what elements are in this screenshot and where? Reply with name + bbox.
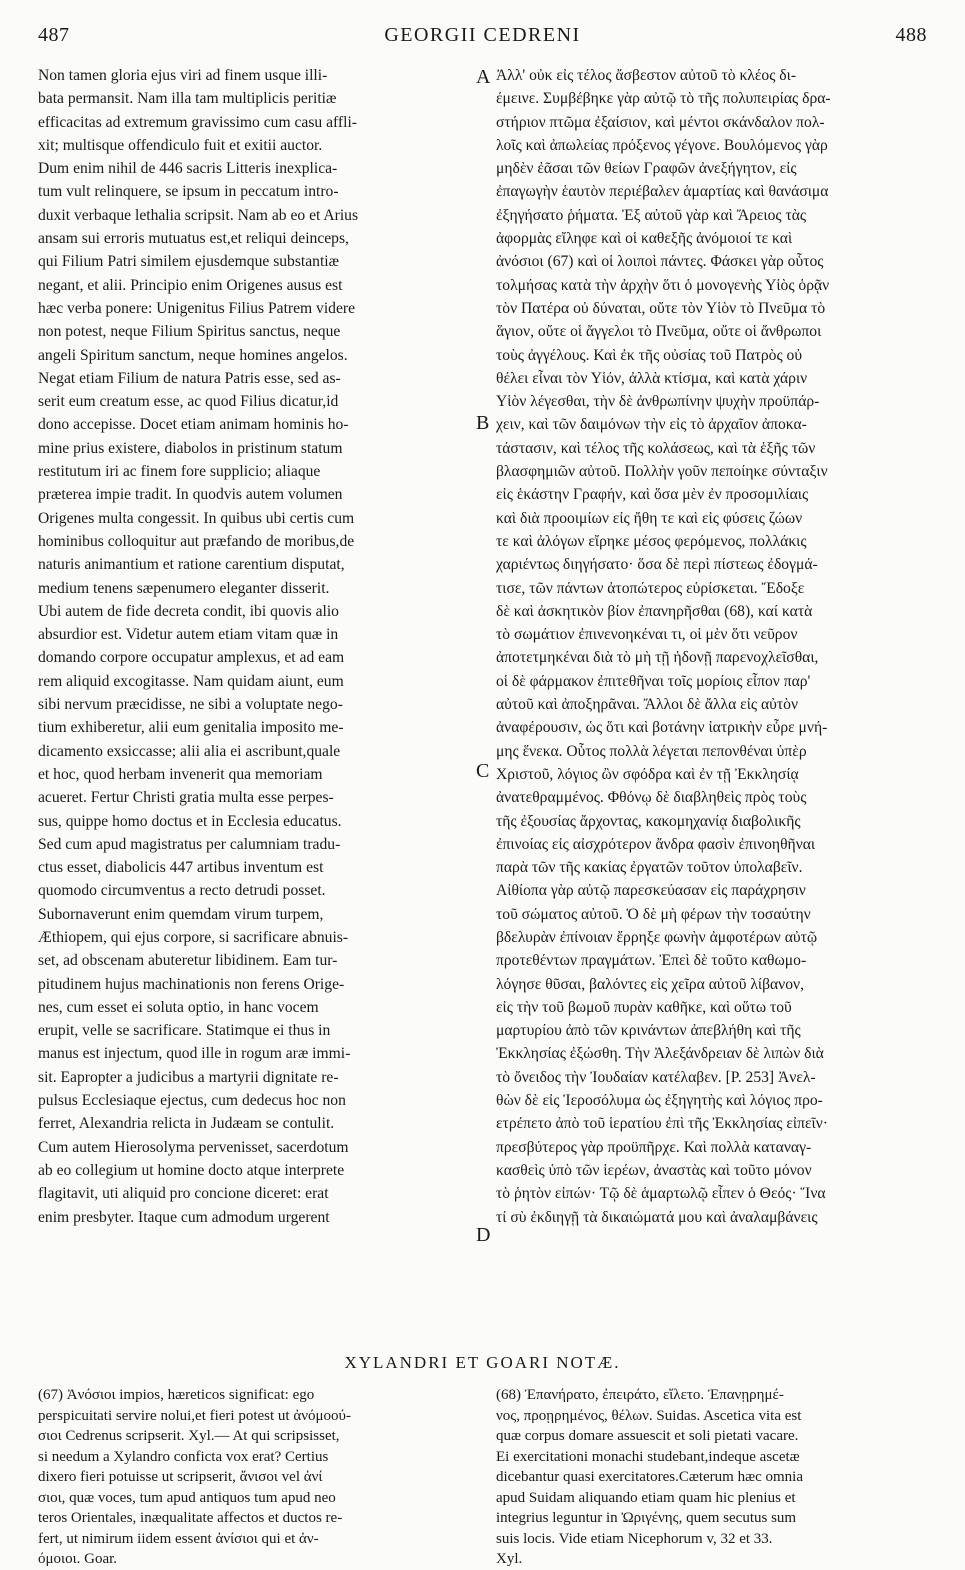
latin-text-line: Negat etiam Filium de natura Patris esse, sed as- xyxy=(38,369,341,387)
greek-text-line: τὸ ὄνειδος τὴν Ἰουδαίαν κατέλαβεν. [P. 253] Ἀνελ- xyxy=(496,1068,816,1086)
greek-text-line: λοῖς καὶ ἀπωλείας πρόξενος γέγονε. Βουλόμενος γὰρ xyxy=(496,136,828,154)
greek-text-line: αὐτοῦ καὶ ἀποξηρᾶναι. Ἄλλοι δὲ ἄλλα εἰς αὐτὸν xyxy=(496,696,798,714)
greek-text-line: μης ἕνεκα. Οὗτος πολλὰ λέγεται πεπονθέναι ὑπὲρ xyxy=(496,742,807,760)
greek-text-line: ἐπινοίας εἰς αἰσχρότερον ἄνδρα φασὶν ἐπινοηθῆναι xyxy=(496,835,816,853)
note-text-line: (68) Ἐπανήρατο, ἐπειράτο, εἵλετο. Ἐπανῃρημέ- xyxy=(496,1387,784,1403)
latin-text-line: Origenes multa congessit. In quibus ubi certis cum xyxy=(38,509,355,527)
greek-text-line: λόγησε θῦσαι, βαλόντες εἰς χεῖρα αὐτοῦ λίβανον, xyxy=(496,975,804,993)
greek-text-line: τοὺς ἀγγέλους. Καὶ ἐκ τῆς οὐσίας τοῦ Πατρὸς οὐ xyxy=(496,346,803,364)
greek-text-line: μαρτυρίου ἀπὸ τῶν κρινάντων ἀπεβλήθη καὶ τῆς xyxy=(496,1022,801,1040)
latin-text-line: rem aliquid excogitasse. Nam quidam aiunt, eum xyxy=(38,672,344,690)
latin-text-line: qui Filium Patri similem ejusdemque substantiæ xyxy=(38,253,340,271)
greek-text-line: πρεσβύτερος γὰρ προϋπῆρχε. Καὶ πολλὰ καταναγ- xyxy=(496,1138,812,1156)
note-text-line: νος, προῃρημένος, θέλων. Suidas. Ascetica vita est xyxy=(496,1407,802,1424)
note-text-line: dicebantur quasi exercitatores.Cæterum hæc omnia xyxy=(496,1469,803,1485)
note-67 xyxy=(38,1385,470,1570)
greek-text-line: Ἀλλ' οὐκ εἰς τέλος ἄσβεστον αὐτοῦ τὸ κλέος δι- xyxy=(496,67,797,84)
greek-text-line: τισε, τῶν πάντων ἀτοπώτερος εὑρίσκεται. Ἔδοξε xyxy=(496,579,805,597)
latin-text-line: Dum enim nihil de 446 sacris Litteris inexplica- xyxy=(38,160,338,178)
latin-text-line: pitudinem hujus machinationis non ferens Orige- xyxy=(38,975,345,993)
latin-text-line: hæc verba ponere: Unigenitus Filius Patrem videre xyxy=(38,299,355,317)
latin-text-line: et hoc, quod herbam invenerit qua memoriam xyxy=(38,765,323,783)
greek-text-line: εἰς ἑκάστην Γραφήν, καὶ ὅσα μὲν ἐν προσομιλίαις xyxy=(496,486,809,504)
latin-text-line: Sed cum apud magistratus per calumniam tradu- xyxy=(38,835,341,853)
latin-text-line: ansam sui erroris mutuatus est,et reliqui deinceps, xyxy=(38,230,349,248)
latin-text-line: quomodo circumventus a recto detrudi posset. xyxy=(38,882,326,900)
latin-text-line: medium tenens sæpenumero eleganter disserit. xyxy=(38,579,330,597)
greek-text-line: ἀποτετμηκέναι διὰ τὸ μὴ τῇ ἡδονῇ παρενοχλεῖσθαι, xyxy=(496,649,819,667)
note-text-line: perspicuitati servire nolui,et fieri potest ut ἀνόμοού- xyxy=(38,1407,351,1424)
greek-text-line: έμεινε. Συμβέβηκε γὰρ αὐτῷ τὸ τῆς πολυπειρίας δρα- xyxy=(496,90,831,108)
margin-marker-a: A xyxy=(476,66,491,88)
latin-text-line: restitutum iri ac finem fore supplicio; aliaque xyxy=(38,463,321,481)
latin-text-line: xit; multisque offendiculo fuit et exitii auctor. xyxy=(38,136,323,154)
note-text-line: Ei exercitationi monachi studebant,indeque ascetæ xyxy=(496,1448,800,1465)
greek-text-line: ἀναφέρουσιν, ὡς ὅτι καὶ βοτάνην ἰατρικὴν εὗρε μνή- xyxy=(496,719,828,737)
latin-text-line: bata permansit. Nam illa tam multiplicis peritiæ xyxy=(38,90,337,108)
greek-text-line: τοῦ σώματος αὐτοῦ. Ὁ δὲ μὴ φέρων τὴν τοσαύτην xyxy=(496,905,811,923)
latin-text-line: dicamento exsiccasse; alii alia ei ascribunt,quale xyxy=(38,742,341,760)
greek-text-line: παρὰ τῶν τῆς κακίας ἐργατῶν τοῦτον ὑπολαβεῖν. xyxy=(496,859,803,877)
margin-marker-d: D xyxy=(476,1224,491,1246)
notes-title: XYLANDRI ET GOARI NOTÆ. xyxy=(344,1353,621,1372)
greek-text-line: οἱ δὲ φάρμακον ἐπιτεθῆναι τοῖς μορίοις εἶπον παρ' xyxy=(496,672,811,690)
latin-text-line: acueret. Fertur Christi gratia multa esse perpes- xyxy=(38,789,334,807)
latin-text-line: dono accepisse. Docet etiam animam hominis ho- xyxy=(38,416,349,434)
note-text-line: (67) Ἀνόσιοι impios, hæreticos significat: ego xyxy=(38,1387,315,1403)
greek-text-line: ἐξηγήσατο ῥήματα. Ἐξ αὐτοῦ γὰρ καὶ Ἄρειος τὰς xyxy=(496,206,807,224)
margin-marker-c: C xyxy=(476,760,490,782)
latin-text-line: Cum autem Hierosolyma pervenisset, sacerdotum xyxy=(38,1138,349,1156)
latin-text-line: negant, et alii. Principio enim Origenes ausus est xyxy=(38,276,343,294)
greek-text-line: βλασφημιῶν αὐτοῦ. Πολλὴν γοῦν πεποίηκε σύνταξιν xyxy=(496,463,828,481)
greek-text-line: Υἱὸν λέγεσθαι, τὴν δὲ ἀνθρωπίνην ψυχὴν προϋπάρ- xyxy=(496,393,820,411)
greek-text-line: ἀνατεθραμμένος. Φθόνῳ δὲ διαβληθεὶς πρὸς τοὺς xyxy=(496,789,807,807)
latin-text-line: serit eum creatum esse, ac quod Filius dicatur,id xyxy=(38,393,339,411)
note-text-line: si needum a Xylandro conficta vox erat? Certius xyxy=(38,1448,329,1465)
note-68 xyxy=(496,1385,928,1570)
margin-marker-b: B xyxy=(476,412,490,434)
latin-text-line: absurdior est. Videtur autem etiam vitam quæ in xyxy=(38,626,339,644)
note-text-line: σιοι Cedrenus scripserit. Xyl.— At qui scripsisset, xyxy=(38,1428,340,1444)
latin-text-line: flagitavit, uti aliquid pro concione diceret: erat xyxy=(38,1185,329,1203)
greek-text-line: τε καὶ ἀλόγων εἴρηκε μέσος φερόμενος, πολλάκις xyxy=(496,532,807,550)
note-text-line: suis locis. Vide etiam Nicephorum v, 32 et 33. xyxy=(496,1530,773,1547)
note-text-line: όμοιοι. Goar. xyxy=(38,1551,118,1567)
greek-text-line: ἅγιον, οὔτε οἱ ἄγγελοι τὸ Πνεῦμα, οὔτε οἱ ἄνθρωποι xyxy=(496,323,822,341)
latin-text-line: efficacitas ad extremum gravissimo cum casu affli- xyxy=(38,113,357,131)
latin-text-line: angeli Spiritum sanctum, neque homines angelos. xyxy=(38,346,348,364)
latin-text-line: nes, cum esset ei soluta optio, in hanc vocem xyxy=(38,998,319,1016)
note-text-line: fert, ut nimirum iidem essent ἀνίσιοι qui et ἀν- xyxy=(38,1530,319,1547)
greek-text-line: κασθεὶς ὑπὸ τῶν ἱερέων, ἀναστὰς καὶ τοῦτο μόνον xyxy=(496,1161,812,1179)
greek-text-line: δὲ καὶ ἀσκητικὸν βίον ἐπανηρῆσθαι (68), καί κατὰ xyxy=(496,602,813,620)
note-text-line: dixero fieri potuisse ut scripserit, ἄνισοι vel ἀνί xyxy=(38,1469,323,1485)
latin-text-line: non potest, neque Filium Spiritus sanctus, neque xyxy=(38,323,341,341)
latin-text-line: Subornaverunt enim quemdam virum turpem, xyxy=(38,905,324,923)
latin-text-line: tium exhiberetur, alii eum genitalia imposito me- xyxy=(38,719,344,737)
greek-text-line: ἐπαγωγὴν ἑαυτὸν περιέβαλεν ἁμαρτίας καὶ θανάσιμα xyxy=(496,183,829,201)
latin-text-line: hominibus colloquitur aut præfando de moribus,de xyxy=(38,532,355,550)
greek-text-line: ἀφορμὰς εἴληφε καὶ οἱ καθεξῆς ἀνόμοιοί τε καὶ xyxy=(496,230,793,248)
note-text-line: Xyl. xyxy=(496,1551,523,1567)
latin-text-line: ab eo collegium ut homine docto atque interprete xyxy=(38,1161,345,1179)
latin-text-line: pulsus Ecclesiaque ejectus, cum dedecus hoc non xyxy=(38,1092,346,1110)
latin-text-line: Æthiopem, qui ejus corpore, si sacrificare abnuis- xyxy=(38,928,349,946)
greek-text-line: μηδὲν ἐᾶσαι τῶν θείων Γραφῶν ἀνεξήγητον, εἰς xyxy=(496,160,797,178)
latin-text-line: domando corpore occupatur amplexus, et ad eam xyxy=(38,649,345,667)
greek-text-line: τὸ σωμάτιον ἐπινενοηκέναι τι, οἱ μὲν ὅτι νεῦρον xyxy=(496,626,798,644)
greek-text-line: Ἐκκλησίας ἐξώσθη. Τὴν Ἀλεξάνδρειαν δὲ λιπὼν διὰ xyxy=(496,1045,824,1063)
note-text-line: σιοι, quæ voces, tum apud antiquos tum apud neo xyxy=(38,1489,336,1506)
right-page-number: 488 xyxy=(895,24,927,46)
latin-text-line: sibi nervum præcidisse, ne sibi a voluptate nego- xyxy=(38,696,343,714)
latin-text-line: set, ad obscenam abuteretur libidinem. Eam tur- xyxy=(38,952,338,970)
greek-text-line: Αἰθίοπα γὰρ αὐτῷ παρεσκεύασαν εἰς παράχρησιν xyxy=(496,882,806,900)
greek-text-line: τάστασιν, καὶ τέλος τῆς κολάσεως, καὶ τὰ ἑξῆς τῶν xyxy=(496,439,816,457)
greek-text-line: ἀνόσιοι (67) καὶ οἱ λοιποὶ πάντες. Φάσκει γὰρ οὗτος xyxy=(496,253,824,271)
latin-text-line: Ubi autem de fide decreta condit, ibi quovis alio xyxy=(38,602,339,620)
latin-text-line: mine prius existere, diabolos in pristinum statum xyxy=(38,439,343,457)
greek-text-line: θέλει εἶναι τὸν Υἱόν, ἀλλὰ κτίσμα, καὶ κατὰ χάριν xyxy=(496,369,808,387)
latin-text-line: naturis animantium et ratione carentium disputat, xyxy=(38,556,345,574)
greek-text-line: βδελυρὰν ἐπίνοιαν ἔρρηξε φωνὴν ἀμφοτέρων αὐτῷ xyxy=(496,928,818,946)
running-title: GEORGII CEDRENI xyxy=(384,24,581,46)
latin-text-line: erupit, velle se sacrificare. Statimque ei thus in xyxy=(38,1022,331,1040)
latin-text-line: præterea impie tradit. In quodvis autem volumen xyxy=(38,486,343,504)
greek-text-line: θὼν δὲ εἰς Ἱεροσόλυμα ὡς ἐξηγητὴς καὶ λόγιος προ- xyxy=(496,1092,823,1110)
latin-text-line: sit. Eapropter a judicibus a martyrii dignitate re- xyxy=(38,1068,339,1086)
latin-text-line: ctus esset, diabolicis 447 artibus inventum est xyxy=(38,859,324,877)
note-text-line: integrius leguntur in Ὠριγένης, quem secutus sum xyxy=(496,1510,797,1526)
latin-text-line: ferret, Alexandria relicta in Judæam se contulit. xyxy=(38,1115,335,1133)
latin-text-line: enim presbyter. Itaque cum admodum urgerent xyxy=(38,1208,330,1226)
greek-text-line: στήριον πτῶμα ἐξαίσιον, καὶ μέντοι σκάνδαλον πολ- xyxy=(496,113,825,131)
greek-text-line: χειν, καὶ τῶν δαιμόνων τὴν εἰς τὸ ἀρχαῖον ἀποκα- xyxy=(496,416,807,434)
latin-text-line: duxit verbaque lethalia scripsit. Nam ab eo et Arius xyxy=(38,206,359,224)
greek-text-line: τὸν Πατέρα οὐ δύναται, οὔτε τὸν Υἱὸν τὸ Πνεῦμα τὸ xyxy=(496,299,826,317)
latin-text-line: tum vult relinquere, se ipsum in peccatum intro- xyxy=(38,183,339,201)
note-text-line: apud Suidam aliquando etiam quam hic plenius et xyxy=(496,1489,796,1506)
latin-column xyxy=(38,64,470,1229)
page-header xyxy=(38,24,927,54)
latin-text-line: Non tamen gloria ejus viri ad finem usque illi- xyxy=(38,67,328,84)
greek-text-line: ετρέπετο ἀπὸ τοῦ ἱερατίου ἐπὶ τῆς Ἐκκλησίας εἰπεῖν· xyxy=(496,1115,828,1133)
latin-text-line: manus est injectum, quod ille in rogum aræ immi- xyxy=(38,1045,351,1063)
left-page-number: 487 xyxy=(38,24,70,46)
greek-text-line: Χριστοῦ, λόγιος ὢν σφόδρα καὶ ἐν τῇ Ἐκκλησίᾳ xyxy=(496,765,799,783)
note-text-line: quæ corpus domare assuescit et soli pietati vacare. xyxy=(496,1428,799,1444)
greek-text-line: τῆς ἐξουσίας ἄρχοντας, κακομηχανίᾳ διαβολικῆς xyxy=(496,812,801,830)
greek-column xyxy=(496,64,928,1229)
latin-text-line: sus, quippe homo doctus et in Ecclesia educatus. xyxy=(38,812,342,830)
greek-text-line: καὶ διὰ προοιμίων εἰς ἤθη τε καὶ εἰς φύσεις ζώων xyxy=(496,509,803,527)
greek-text-line: προτεθέντων πραγμάτων. Ἐπεὶ δὲ τοῦτο καθωμο- xyxy=(496,952,807,970)
greek-text-line: τολμήσας κατὰ τὴν ἀρχὴν ὅτι ὁ μονογενὴς Υἱὸς ὁρᾷν xyxy=(496,276,830,294)
greek-text-line: χαριέντως διηγήσατο· ὅσα δὲ περὶ πίστεως ἐδογμά- xyxy=(496,556,818,574)
note-text-line: teros Orientales, inæqualitate affectos et ductos re- xyxy=(38,1510,343,1526)
greek-text-line: εἰς τὴν τοῦ βωμοῦ πυρὰν καθῆκε, καὶ οὕτω τοῦ xyxy=(496,998,792,1016)
greek-text-line: τὸ ῥητὸν εἰπών· Τῷ δὲ ἁμαρτωλῷ εἶπεν ὁ Θεός· Ἵνα xyxy=(496,1185,826,1203)
greek-text-line: τί σὺ ἐκδιηγῇ τὰ δικαιώματά μου καὶ ἀναλαμβάνεις xyxy=(496,1208,818,1226)
